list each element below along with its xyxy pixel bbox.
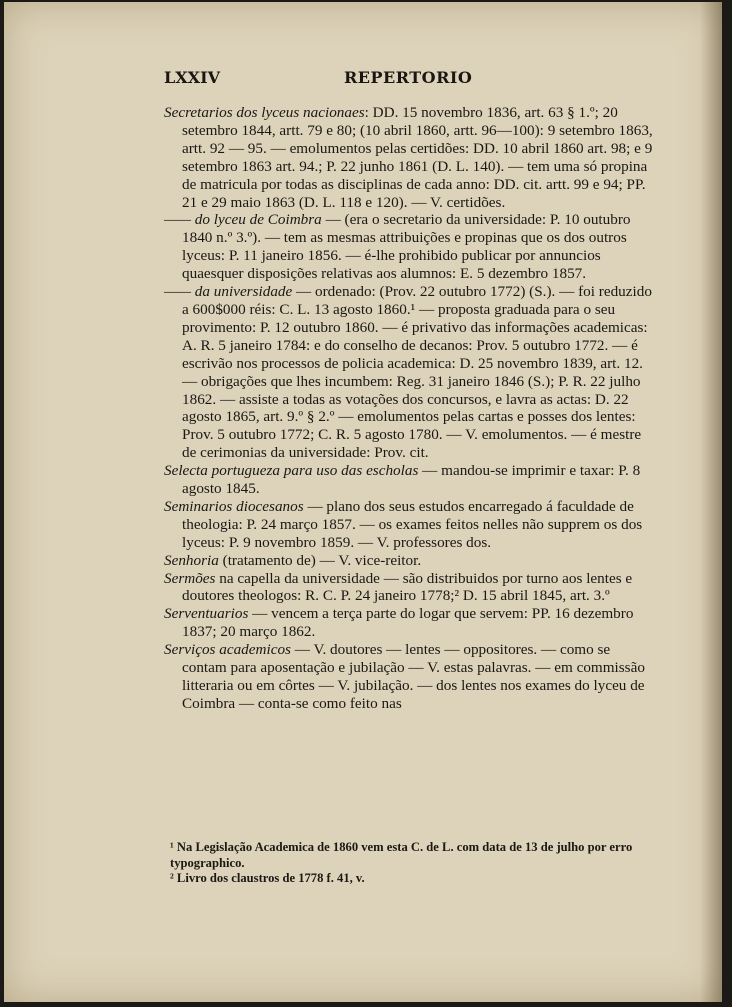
entry-text: — plano dos seus estudos encarregado á faculdade de theologia: P. 24 março 1857. — os exames feitos nelles não supprem os dos lyceus: P. 9 novembro 1859. — V. professores dos. — [182, 497, 643, 551]
entry-head: Serventuarios — [164, 605, 249, 623]
entry-head: Selecta portugueza para uso das escholas — [164, 462, 419, 480]
entry-text: — (era o secretario da universidade: P. 10 outubro 1840 n.º 3.º). — tem as mesmas attribuições e propinas que os dos outros lyceus: P. 11 janeiro 1856. — é-lhe prohibido publicar por annuncios quaesquer disposições relativas aos alumnos: E. 5 dezembro 1857. — [182, 211, 631, 283]
entry-head: Senhoria — [164, 551, 219, 569]
footnote-1: ¹ Na Legislação Academica de 1860 vem esta C. de L. com data de 13 de julho por erro typographico. — [170, 840, 633, 870]
footnotes — [170, 840, 660, 887]
entry-head: Sermões — [164, 569, 216, 587]
entry-text: (tratamento de) — V. vice-reitor. — [218, 551, 422, 569]
entry-serventuarios — [164, 605, 656, 641]
entry-secretarios-lyceus — [164, 104, 656, 211]
entry-text: — V. doutores — lentes — oppositores. — como se contam para aposentação e jubilação — V. estas palavras. — em commissão litteraria ou em côrtes — V. jubilação. — dos lentes nos exames do lyceu de Coimbra — conta-se como feito nas — [182, 641, 645, 712]
entry-head: Seminarios diocesanos — [164, 497, 304, 515]
entry-head: —— do lyceu de Coimbra — [164, 211, 322, 229]
entry-universidade — [164, 283, 656, 462]
entry-head: Secretarios dos lyceus nacionaes — [164, 104, 365, 121]
page-number: LXXIV — [164, 68, 220, 87]
page-header — [164, 68, 662, 92]
book-page — [4, 2, 722, 1002]
entry-head: Serviços academicos — [164, 641, 291, 659]
entry-text: — vencem a terça parte do logar que servem: PP. 16 dezembro 1837; 20 março 1862. — [182, 605, 634, 641]
entry-text: na capella da universidade — são distribuidos por turno aos lentes e doutores theologos: R. C. P. 24 janeiro 1778;² D. 15 abril 1845, art. 3.º — [182, 569, 633, 605]
entry-lyceu-coimbra — [164, 211, 656, 283]
entries-body — [164, 104, 656, 713]
entry-seminarios — [164, 498, 656, 552]
running-title: REPERTORIO — [344, 68, 473, 87]
entry-text: — mandou-se imprimir e taxar: P. 8 agosto 1845. — [182, 462, 641, 498]
entry-head: —— da universidade — [164, 283, 293, 301]
footnote-2: ² Livro dos claustros de 1778 f. 41, v. — [170, 871, 365, 885]
entry-senhoria — [164, 552, 656, 570]
entry-sermoes — [164, 570, 656, 606]
entry-servicos — [164, 641, 656, 713]
entry-text: : DD. 15 novembro 1836, art. 63 § 1.º; 20 setembro 1844, artt. 79 e 80; (10 abril 1860, artt. 96—100): 9 setembro 1863, artt. 92 — 95. — emolumentos pelas certidões: DD. 10 abril 1860 art. 98; e 9 setembro 1863 art. 94.; P. 22 junho 1861 (D. L. 140). — tem uma só propina de matricula por todas as disciplinas de cada anno: DD. cit. artt. 99 e 94; PP. 21 e 29 maio 1863 (D. L. 118 e 120). — V. certidões. — [182, 104, 653, 211]
entry-selecta — [164, 462, 656, 498]
entry-text: — ordenado: (Prov. 22 outubro 1772) (S.). — foi reduzido a 600$000 réis: C. L. 13 agosto 1860.¹ — proposta graduada para o seu provimento: P. 12 outubro 1860. — é privativo das informações academicas: A. R. 5 janeiro 1784: e do conselho de decanos: Prov. 5 outubro 1772. — é escrivão nos processos de policia academica: D. 25 novembro 1839, art. 12. — obrigações que lhes incumbem: Reg. 31 janeiro 1846 (S.); P. R. 22 julho 1862. — assiste a todas as votações dos concursos, e lavra as actas: D. 22 agosto 1865, art. 9.º § 2.º — emolumentos pelas cartas e posses dos lentes: Prov. 5 outubro 1772; C. R. 5 agosto 1780. — V. emolumentos. — é mestre de cerimonias da universidade: Prov. cit. — [182, 283, 652, 462]
